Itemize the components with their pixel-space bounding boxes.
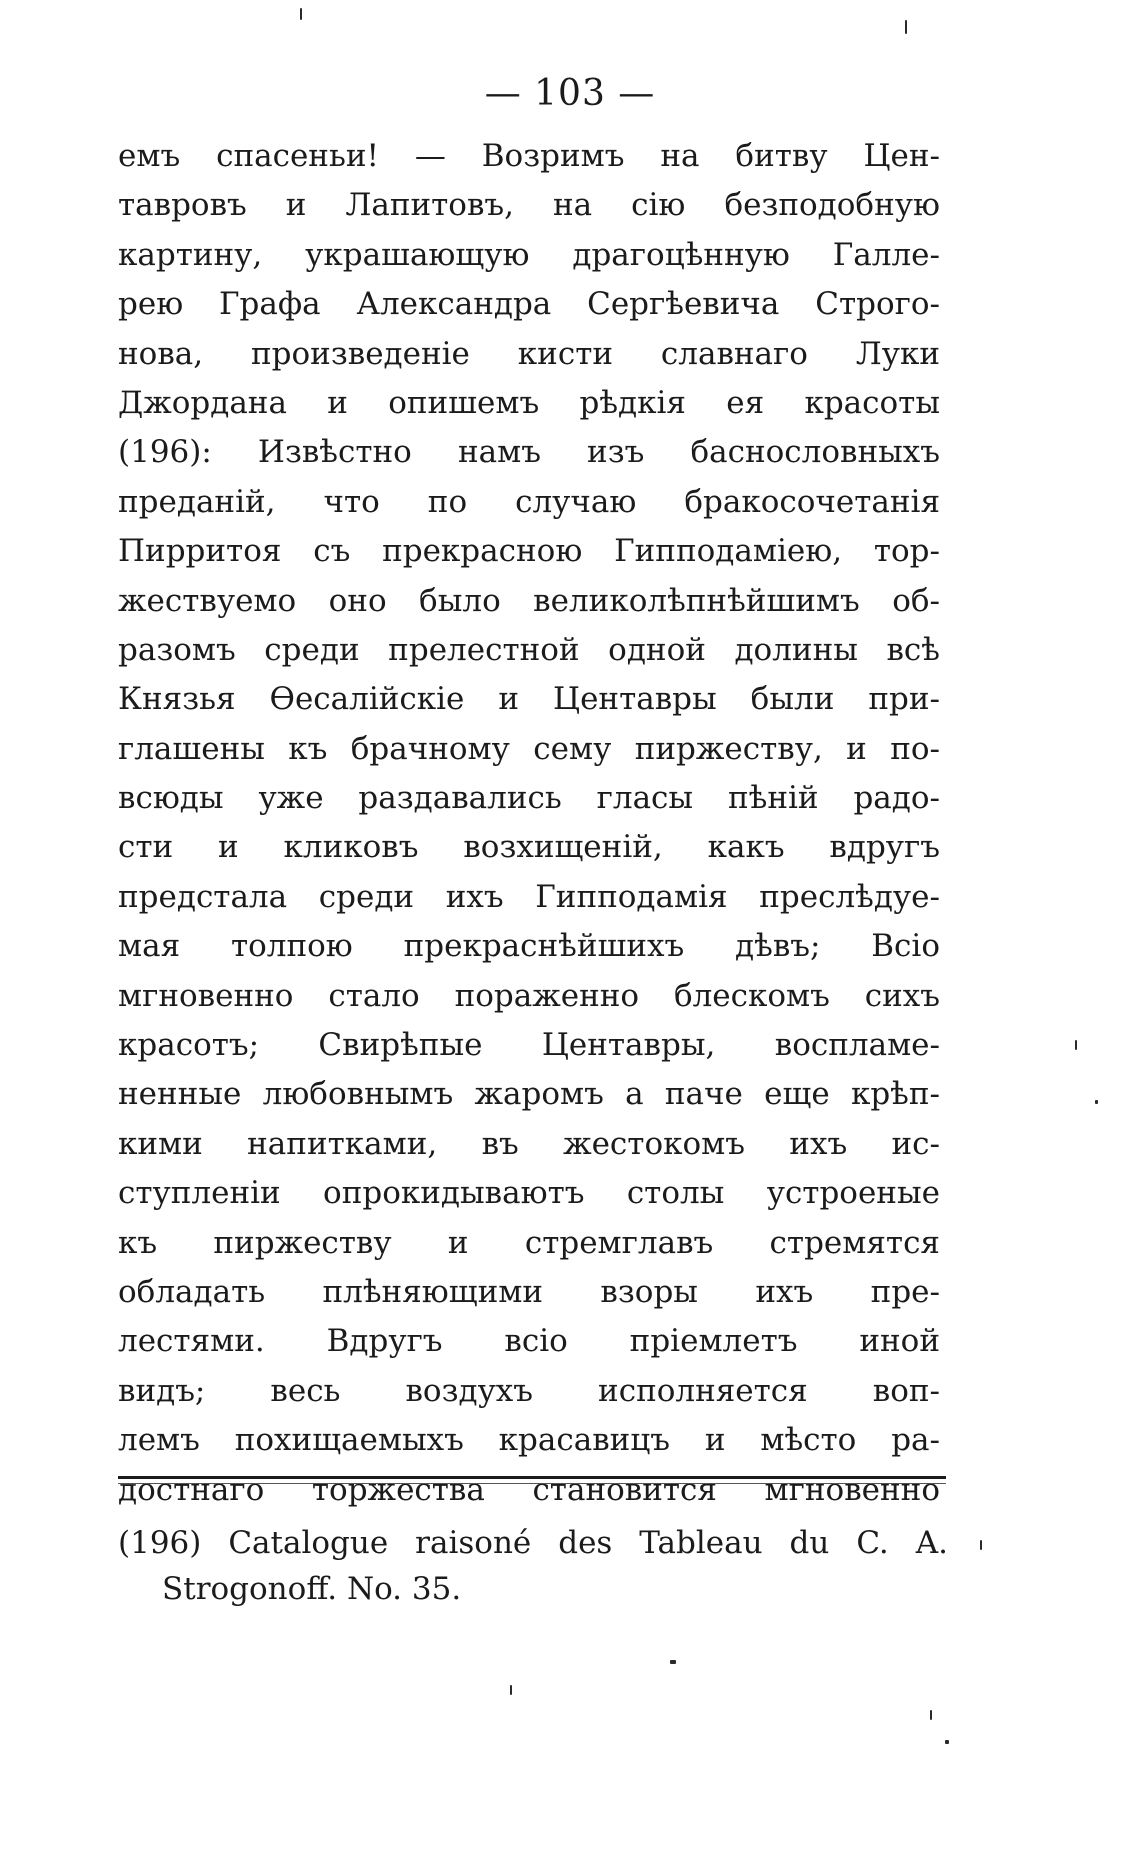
- text-line: ненные любовнымъ жаромъ а паче еще крѣп-: [118, 1076, 940, 1113]
- text-line: кими напитками, въ жестокомъ ихъ ис-: [118, 1125, 940, 1162]
- text-line: Пирритоя съ прекрасною Гипподаміею, тор-: [118, 533, 940, 570]
- text-line: разомъ среди прелестной одной долины всѣ: [118, 631, 940, 668]
- scan-speck: [300, 8, 302, 20]
- scan-speck: [930, 1710, 932, 1720]
- text-line: нова, произведеніе кисти славнаго Луки: [118, 335, 940, 372]
- body-text: [118, 132, 940, 1515]
- text-line: Джордана и опишемъ рѣдкія ея красоты: [118, 384, 940, 421]
- text-line: преданій, что по случаю бракосочетанія: [118, 483, 940, 520]
- scan-speck: [510, 1685, 512, 1695]
- text-line: (196): Извѣстно намъ изъ баснословныхъ: [118, 434, 940, 471]
- text-line: глашены къ брачному сему пиржеству, и по-: [118, 730, 940, 767]
- text-line: картину, украшающую драгоцѣнную Галле-: [118, 236, 940, 273]
- text-line: ступленіи опрокидываютъ столы устроеные: [118, 1175, 940, 1212]
- text-line: предстала среди ихъ Гипподамія преслѣдуе-: [118, 878, 940, 915]
- text-line: лемъ похищаемыхъ красавицъ и мѣсто ра-: [118, 1422, 940, 1459]
- scan-speck: [1075, 1040, 1077, 1050]
- footnote-divider-thin: [118, 1483, 946, 1484]
- text-line: обладать плѣняющими взоры ихъ пре-: [118, 1273, 940, 1310]
- text-line: мая толпою прекраснѣйшихъ дѣвъ; Всіо: [118, 928, 940, 965]
- text-line: Князья Ѳесалійскіе и Центавры были при-: [118, 681, 940, 718]
- text-line: всюды уже раздавались гласы пѣній радо-: [118, 780, 940, 817]
- text-line: мгновенно стало пораженно блескомъ сихъ: [118, 977, 940, 1014]
- text-line: емъ спасеньи! — Возримъ на битву Цен-: [118, 138, 940, 174]
- text-line: видъ; весь воздухъ исполняется воп-: [118, 1372, 940, 1409]
- text-line: къ пиржеству и стремглавъ стремятся: [118, 1224, 940, 1261]
- text-line: тавровъ и Лапитовъ, на сію безподобную: [118, 187, 940, 224]
- page-number: — 103 —: [484, 73, 656, 114]
- scan-speck: [670, 1660, 676, 1664]
- text-line: жествуемо оно было великолѣпнѣйшимъ об-: [118, 582, 940, 619]
- text-line: лестями. Вдругъ всіо пріемлетъ иной: [118, 1323, 940, 1360]
- scan-speck: [945, 1740, 949, 1744]
- scan-speck: [980, 1540, 982, 1550]
- footnote-line: (196) Catalogue raisoné des Tableau du C. A.: [118, 1525, 948, 1561]
- scan-speck: [1095, 1100, 1098, 1104]
- scan-speck: [905, 20, 907, 34]
- footnote: [118, 1520, 948, 1612]
- text-line: достнаго торжества становится мгновенно: [118, 1471, 940, 1508]
- footnote-line: Strogonoff. No. 35.: [162, 1571, 462, 1607]
- text-line: красотъ; Свирѣпые Центавры, воспламе-: [118, 1027, 940, 1064]
- text-line: рею Графа Александра Сергѣевича Строго-: [118, 286, 940, 323]
- footnote-divider: [118, 1476, 946, 1479]
- text-line: сти и кликовъ возхищеній, какъ вдругъ: [118, 829, 940, 866]
